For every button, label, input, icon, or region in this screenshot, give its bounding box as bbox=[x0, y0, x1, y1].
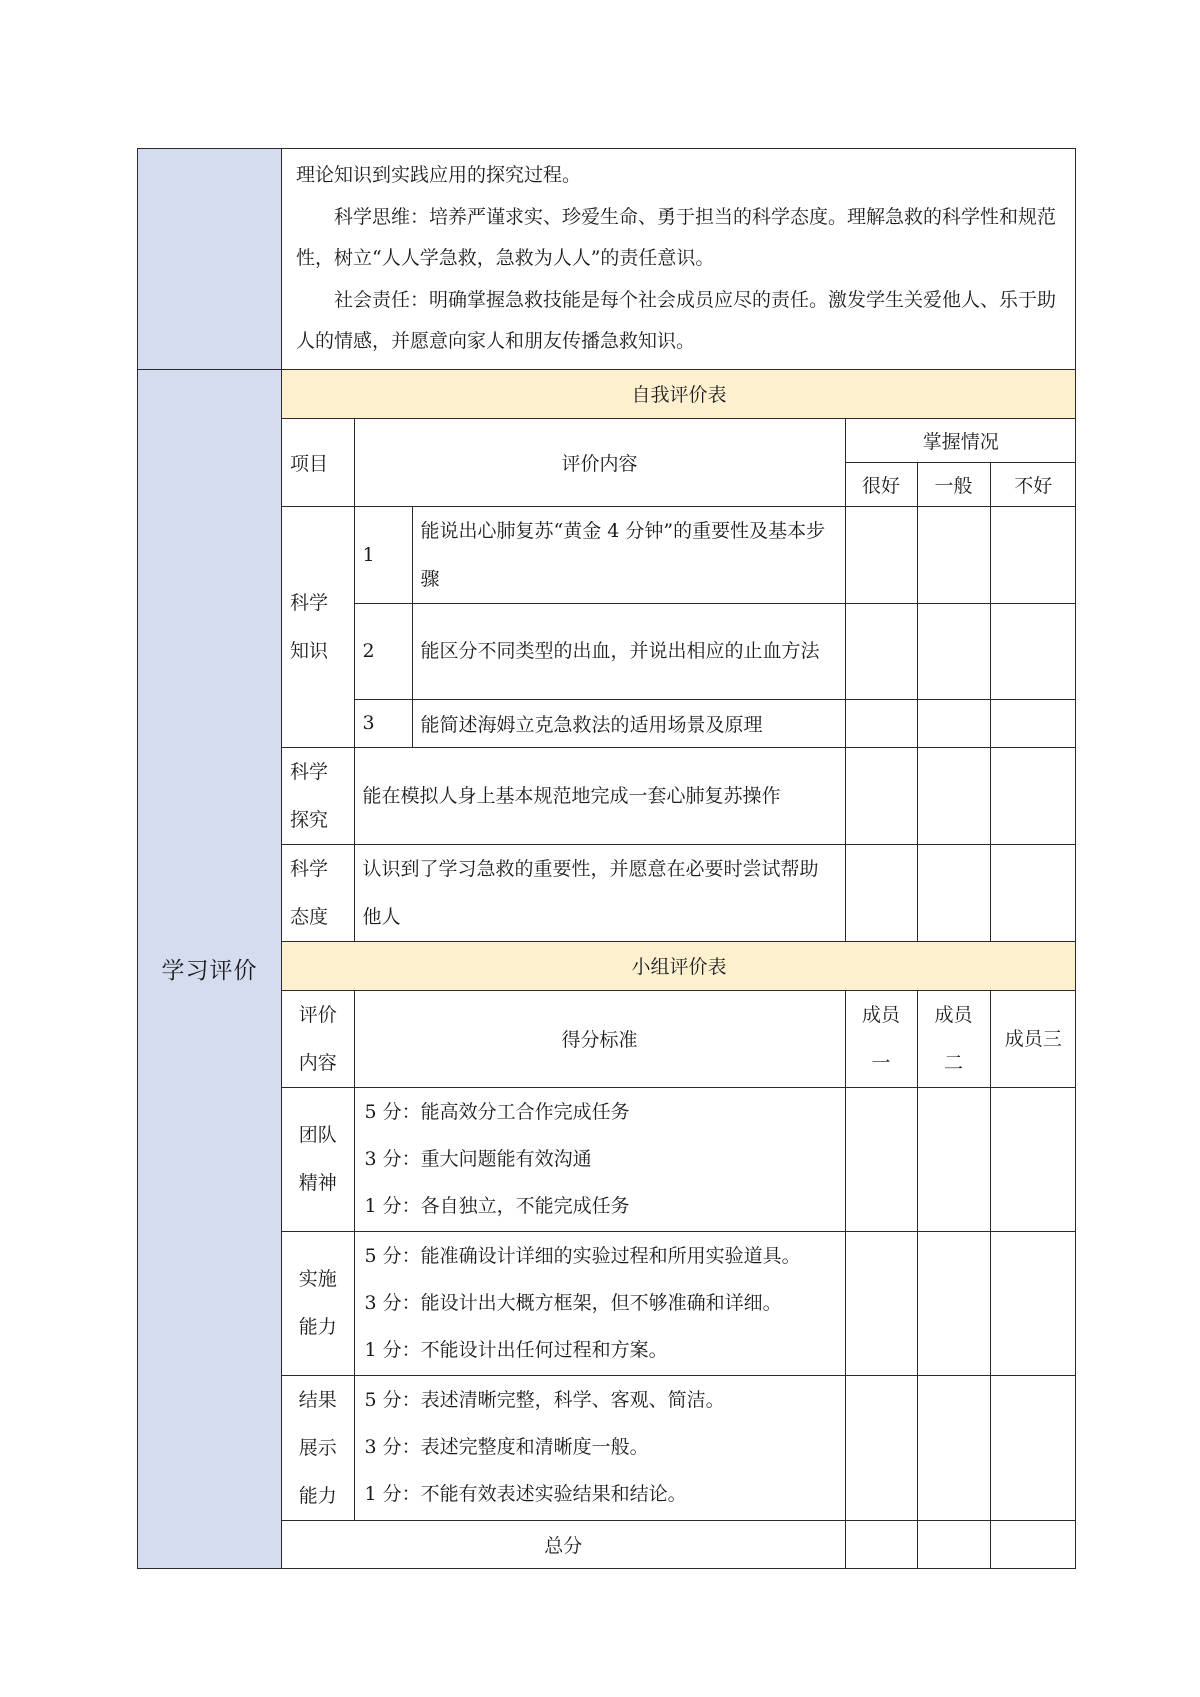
implementation-label: 实施能力 bbox=[282, 1231, 354, 1375]
intro-scientific-thinking: 科学思维：培养严谨求实、珍爱生命、勇于担当的科学态度。理解急救的科学性和规范性，树立“人人学急救，急救为人人”的责任意识。 bbox=[296, 205, 1057, 269]
score-cell[interactable] bbox=[845, 1231, 917, 1375]
self-col-content-header: 评价内容 bbox=[354, 418, 845, 506]
level-header-average: 一般 bbox=[917, 462, 990, 506]
intro-label-cell bbox=[138, 149, 282, 370]
knowledge-num-1: 1 bbox=[354, 506, 412, 603]
group-col-standard-header: 得分标准 bbox=[354, 990, 845, 1087]
rating-cell[interactable] bbox=[990, 747, 1076, 844]
self-evaluation-title: 自我评价表 bbox=[282, 370, 1076, 419]
teamwork-label: 团队精神 bbox=[282, 1087, 354, 1231]
rating-cell[interactable] bbox=[845, 506, 917, 603]
total-score-cell[interactable] bbox=[845, 1520, 917, 1568]
level-header-poor: 不好 bbox=[990, 462, 1076, 506]
lesson-table bbox=[137, 148, 1076, 1569]
score-cell[interactable] bbox=[845, 1087, 917, 1231]
knowledge-num-3: 3 bbox=[354, 699, 412, 747]
criteria-line: 3 分：重大问题能有效沟通 bbox=[364, 1147, 592, 1170]
evaluation-content-cell bbox=[282, 369, 1076, 1569]
self-col-mastery-header: 掌握情况 bbox=[845, 418, 1076, 462]
intro-social-responsibility: 社会责任：明确掌握急救技能是每个社会成员应尽的责任。激发学生关爱他人、乐于助人的情感，并愿意向家人和朋友传播急救知识。 bbox=[296, 288, 1057, 352]
rating-cell[interactable] bbox=[990, 506, 1076, 603]
knowledge-num-2: 2 bbox=[354, 603, 412, 699]
criteria-line: 5 分：表述清晰完整，科学、客观、简洁。 bbox=[364, 1389, 725, 1411]
rating-cell[interactable] bbox=[917, 747, 990, 844]
criteria-line: 1 分：不能有效表述实验结果和结论。 bbox=[364, 1483, 687, 1505]
attitude-text: 认识到了学习急救的重要性，并愿意在必要时尝试帮助他人 bbox=[354, 844, 845, 941]
score-cell[interactable] bbox=[917, 1231, 990, 1375]
total-score-cell[interactable] bbox=[917, 1520, 990, 1568]
attitude-label: 科学态度 bbox=[282, 844, 354, 941]
self-col-item-header: 项目 bbox=[282, 418, 354, 506]
group-col-content-header: 评价内容 bbox=[282, 990, 354, 1087]
member-header-1: 成员一 bbox=[845, 990, 917, 1087]
learning-evaluation-label: 学习评价 bbox=[138, 369, 282, 1569]
rating-cell[interactable] bbox=[917, 506, 990, 603]
rating-cell[interactable] bbox=[845, 699, 917, 747]
score-cell[interactable] bbox=[990, 1087, 1076, 1231]
knowledge-text-2: 能区分不同类型的出血，并说出相应的止血方法 bbox=[412, 603, 845, 699]
document-page bbox=[137, 148, 1075, 1569]
criteria-line: 3 分：能设计出大概方框架，但不够准确和详细。 bbox=[364, 1291, 782, 1314]
criteria-line: 3 分：表述完整度和清晰度一般。 bbox=[364, 1436, 649, 1458]
intro-text-cell bbox=[282, 149, 1076, 370]
score-cell[interactable] bbox=[845, 1375, 917, 1520]
teamwork-criteria bbox=[354, 1087, 845, 1231]
knowledge-text-1: 能说出心肺复苏“黄金 4 分钟”的重要性及基本步骤 bbox=[412, 506, 845, 603]
criteria-line: 5 分：能高效分工合作完成任务 bbox=[364, 1100, 630, 1123]
score-cell[interactable] bbox=[917, 1087, 990, 1231]
total-score-label: 总分 bbox=[282, 1520, 845, 1568]
criteria-line: 1 分：各自独立，不能完成任务 bbox=[364, 1194, 630, 1217]
presentation-label: 结果展示能力 bbox=[282, 1375, 354, 1520]
criteria-line: 5 分：能准确设计详细的实验过程和所用实验道具。 bbox=[364, 1244, 801, 1267]
rating-cell[interactable] bbox=[917, 603, 990, 699]
rating-cell[interactable] bbox=[990, 603, 1076, 699]
member-header-2: 成员二 bbox=[917, 990, 990, 1087]
presentation-criteria bbox=[354, 1375, 845, 1520]
knowledge-text-3: 能简述海姆立克急救法的适用场景及原理 bbox=[412, 699, 845, 747]
criteria-line: 1 分：不能设计出任何过程和方案。 bbox=[364, 1338, 668, 1361]
score-cell[interactable] bbox=[990, 1375, 1076, 1520]
rating-cell[interactable] bbox=[917, 844, 990, 941]
total-score-cell[interactable] bbox=[990, 1520, 1076, 1568]
rating-cell[interactable] bbox=[990, 844, 1076, 941]
rating-cell[interactable] bbox=[845, 844, 917, 941]
evaluation-table bbox=[282, 370, 1076, 1569]
inquiry-label: 科学探究 bbox=[282, 747, 354, 844]
group-evaluation-title: 小组评价表 bbox=[282, 941, 1076, 990]
level-header-good: 很好 bbox=[845, 462, 917, 506]
intro-line1: 理论知识到实践应用的探究过程。 bbox=[296, 164, 582, 186]
knowledge-label: 科学知识 bbox=[282, 506, 354, 747]
member-header-3: 成员三 bbox=[990, 990, 1076, 1087]
rating-cell[interactable] bbox=[917, 699, 990, 747]
implementation-criteria bbox=[354, 1231, 845, 1375]
rating-cell[interactable] bbox=[845, 603, 917, 699]
rating-cell[interactable] bbox=[990, 699, 1076, 747]
inquiry-text: 能在模拟人身上基本规范地完成一套心肺复苏操作 bbox=[354, 747, 845, 844]
score-cell[interactable] bbox=[917, 1375, 990, 1520]
rating-cell[interactable] bbox=[845, 747, 917, 844]
score-cell[interactable] bbox=[990, 1231, 1076, 1375]
